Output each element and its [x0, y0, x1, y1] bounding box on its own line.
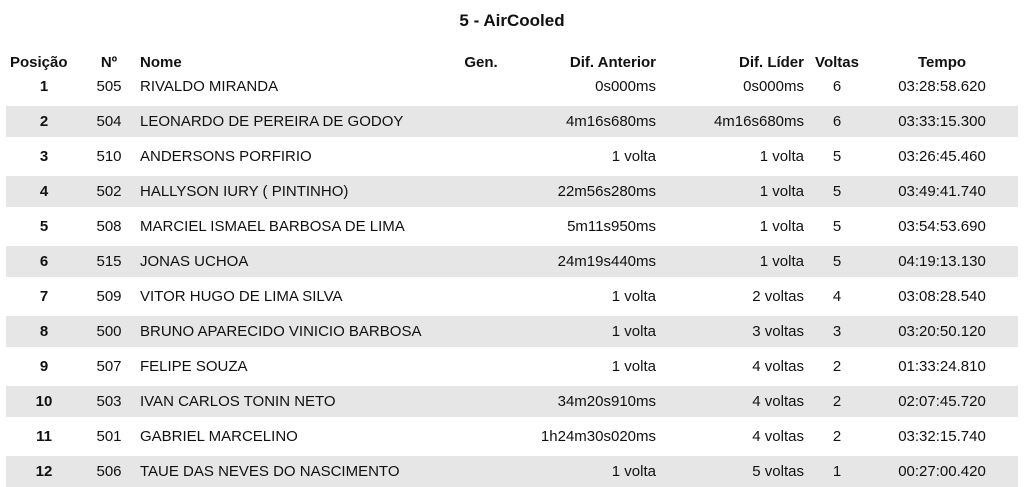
results-table: [6, 53, 1018, 487]
cell-posicao: 8: [6, 316, 82, 347]
table-header-row: [6, 53, 1018, 71]
cell-voltas: 3: [808, 316, 866, 347]
cell-nome: RIVALDO MIRANDA: [140, 78, 279, 95]
cell-numero: 504: [82, 106, 136, 137]
cell-nome: MARCIEL ISMAEL BARBOSA DE LIMA: [140, 218, 405, 235]
cell-dif-anterior: 4m16s680ms: [514, 106, 660, 137]
cell-dif-anterior: 22m56s280ms: [514, 176, 660, 207]
cell-tempo: 03:54:53.690: [898, 218, 986, 235]
table-row: [6, 351, 1018, 382]
header-dif-lider: Dif. Líder: [738, 53, 804, 71]
table-row: [6, 106, 1018, 137]
cell-posicao: 10: [6, 386, 82, 417]
cell-voltas: 5: [808, 176, 866, 207]
cell-dif-anterior: 0s000ms: [595, 78, 656, 95]
cell-voltas: 2: [808, 386, 866, 417]
cell-tempo: 04:19:13.130: [866, 246, 1018, 277]
cell-gen: [448, 71, 514, 102]
cell-gen: [448, 421, 514, 452]
cell-nome: BRUNO APARECIDO VINICIO BARBOSA: [136, 316, 448, 347]
header-tempo: Tempo: [917, 53, 967, 71]
cell-numero: 500: [82, 316, 136, 347]
cell-voltas: 4: [832, 288, 842, 305]
table-row: [6, 421, 1018, 452]
header-dif-anterior: Dif. Anterior: [569, 53, 656, 71]
cell-voltas: 6: [832, 78, 842, 95]
cell-tempo: 03:20:50.120: [866, 316, 1018, 347]
cell-gen: [448, 281, 514, 312]
cell-numero: 506: [82, 456, 136, 487]
table-row: [6, 246, 1018, 277]
table-row: [6, 456, 1018, 487]
header-nome: Nome: [140, 53, 182, 71]
cell-gen: [448, 316, 514, 347]
cell-dif-lider: 1 volta: [660, 176, 808, 207]
cell-nome: IVAN CARLOS TONIN NETO: [136, 386, 448, 417]
cell-tempo: 03:26:45.460: [898, 148, 986, 165]
cell-gen: [448, 456, 514, 487]
table-row: [6, 281, 1018, 312]
cell-numero: 510: [96, 148, 122, 165]
header-posicao: Posição: [10, 53, 68, 71]
header-numero: Nº: [100, 53, 118, 71]
cell-numero: 501: [96, 428, 122, 445]
cell-nome: ANDERSONS PORFIRIO: [140, 148, 312, 165]
cell-dif-lider: 4m16s680ms: [660, 106, 808, 137]
cell-dif-lider: 1 volta: [759, 148, 804, 165]
cell-dif-anterior: 1 volta: [611, 358, 656, 375]
cell-dif-lider: 4 voltas: [752, 428, 804, 445]
cell-dif-anterior: 1 volta: [514, 316, 660, 347]
cell-gen: [448, 211, 514, 242]
cell-nome: GABRIEL MARCELINO: [140, 428, 298, 445]
table-row: [6, 211, 1018, 242]
header-voltas: Voltas: [815, 53, 859, 71]
cell-tempo: 00:27:00.420: [866, 456, 1018, 487]
cell-nome: FELIPE SOUZA: [140, 358, 248, 375]
cell-tempo: 01:33:24.810: [898, 358, 986, 375]
cell-dif-anterior: 5m11s950ms: [567, 218, 656, 235]
cell-numero: 507: [96, 358, 122, 375]
cell-voltas: 2: [832, 358, 842, 375]
cell-posicao: 1: [39, 78, 49, 95]
cell-voltas: 5: [832, 148, 842, 165]
cell-posicao: 4: [6, 176, 82, 207]
cell-gen: [448, 386, 514, 417]
cell-voltas: 2: [832, 428, 842, 445]
cell-nome: HALLYSON IURY ( PINTINHO): [136, 176, 448, 207]
cell-dif-anterior: 1 volta: [514, 456, 660, 487]
cell-posicao: 9: [39, 358, 49, 375]
cell-dif-anterior: 1 volta: [611, 148, 656, 165]
header-gen: Gen.: [464, 53, 498, 71]
cell-numero: 515: [82, 246, 136, 277]
cell-tempo: 02:07:45.720: [866, 386, 1018, 417]
cell-dif-lider: 4 voltas: [660, 386, 808, 417]
cell-posicao: 5: [39, 218, 49, 235]
cell-tempo: 03:32:15.740: [898, 428, 986, 445]
cell-tempo: 03:28:58.620: [898, 78, 986, 95]
cell-posicao: 3: [39, 148, 49, 165]
table-row: [6, 176, 1018, 207]
page-title: 5 - AirCooled: [459, 11, 565, 30]
table-row: [6, 141, 1018, 172]
cell-dif-lider: 1 volta: [660, 246, 808, 277]
cell-dif-lider: 4 voltas: [752, 358, 804, 375]
cell-tempo: 03:08:28.540: [898, 288, 986, 305]
table-row: [6, 316, 1018, 347]
cell-posicao: 11: [36, 428, 52, 445]
cell-dif-anterior: 1h24m30s020ms: [540, 428, 656, 445]
cell-tempo: 03:33:15.300: [866, 106, 1018, 137]
cell-gen: [448, 176, 514, 207]
cell-voltas: 6: [808, 106, 866, 137]
cell-numero: 508: [96, 218, 122, 235]
cell-nome: JONAS UCHOA: [136, 246, 448, 277]
cell-posicao: 7: [39, 288, 49, 305]
cell-dif-lider: 2 voltas: [752, 288, 804, 305]
cell-posicao: 6: [6, 246, 82, 277]
cell-gen: [448, 106, 514, 137]
cell-posicao: 12: [6, 456, 82, 487]
cell-nome: LEONARDO DE PEREIRA DE GODOY: [136, 106, 448, 137]
cell-dif-lider: 3 voltas: [660, 316, 808, 347]
table-row: [6, 386, 1018, 417]
cell-posicao: 2: [6, 106, 82, 137]
table-row: [6, 71, 1018, 102]
cell-gen: [448, 246, 514, 277]
cell-dif-anterior: 1 volta: [611, 288, 656, 305]
cell-dif-lider: 0s000ms: [743, 78, 804, 95]
cell-numero: 509: [96, 288, 122, 305]
cell-voltas: 1: [808, 456, 866, 487]
cell-nome: VITOR HUGO DE LIMA SILVA: [140, 288, 343, 305]
cell-nome: TAUE DAS NEVES DO NASCIMENTO: [136, 456, 448, 487]
cell-gen: [448, 351, 514, 382]
cell-numero: 505: [96, 78, 122, 95]
cell-dif-anterior: 24m19s440ms: [514, 246, 660, 277]
cell-gen: [448, 141, 514, 172]
cell-voltas: 5: [808, 246, 866, 277]
cell-numero: 503: [82, 386, 136, 417]
cell-dif-lider: 5 voltas: [660, 456, 808, 487]
cell-dif-lider: 1 volta: [759, 218, 804, 235]
cell-numero: 502: [82, 176, 136, 207]
table-body: [6, 71, 1018, 487]
cell-dif-anterior: 34m20s910ms: [514, 386, 660, 417]
cell-voltas: 5: [832, 218, 842, 235]
cell-tempo: 03:49:41.740: [866, 176, 1018, 207]
